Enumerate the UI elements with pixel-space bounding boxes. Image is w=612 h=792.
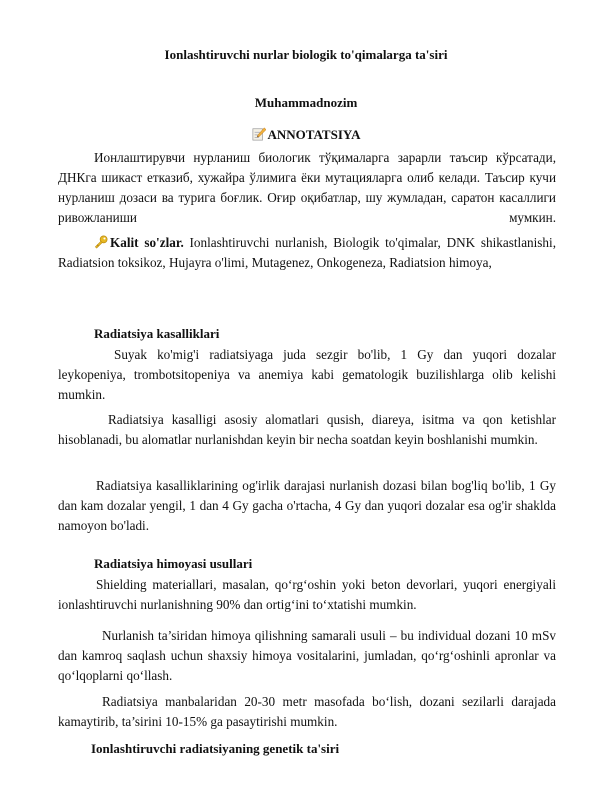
annotation-heading: ANNOTATSIYA [267,127,361,142]
section-heading-radiation-protection: Radiatsiya himoyasi usullari [94,556,253,571]
key-icon [94,235,108,249]
annotation-heading-row [0,127,612,143]
keywords-paragraph [58,233,556,273]
document-title: Ionlashtiruvchi nurlar biologik to'qimalarga ta'siri [164,47,448,62]
section2-paragraph-2: Nurlanish ta’siridan himoya qilishning samarali usuli – bu individual dozani 10 mSv dan kamroq saqlash uchun shaxsiy himoya vositalarini, jumladan, qo‘rg‘oshinli apronlar va qo‘lqoplarni qo‘llash. [58,628,556,683]
section2-paragraph-1: Shielding materiallari, masalan, qo‘rg‘oshin yoki beton devorlari, yuqori energiyali ionlashtiruvchi nurlanishning 90% dan ortig‘ini to‘xtatishi mumkin. [58,577,556,612]
section-heading-genetic-effects: Ionlashtiruvchi radiatsiyaning genetik ta'siri [91,741,340,756]
memo-pencil-icon [252,127,266,141]
section1-paragraph-1: Suyak ko'mig'i radiatsiyaga juda sezgir bo'lib, 1 Gy dan yuqori dozalar leykopeniya, trombotsitopeniya va anemiya kabi gematologik buzilishlarga olib kelishi mumkin. [58,347,556,402]
keywords-label: Kalit so'zlar. [110,235,184,250]
author-name: Muhammadnozim [254,95,358,110]
section-heading-radiation-diseases: Radiatsiya kasalliklari [94,326,220,341]
section1-paragraph-2: Radiatsiya kasalligi asosiy alomatlari qusish, diareya, isitma va qon ketishlar hisoblanadi, bu alomatlar nurlanishdan keyin bir necha soatdan keyin boshlanishi mumkin. [58,412,556,447]
annotation-text: Ионлаштирувчи нурланиш биологик тўқималарга зарарли таъсир кўрсатади, ДНКга шикаст етказиб, хужайра ўлимига ёки мутацияларга олиб келади. Таъсир кучи нурланиш дозаси ва турига боғлик. Оғир оқибатлар, шу жумладан, саратон касаллиги ривожланиши мумкин. [58,150,556,225]
keywords-text: Ionlashtiruvchi nurlanish, Biologik to'qimalar, DNK shikastlanishi, Radiatsion toksikoz, Hujayra o'limi, Mutagenez, Onkogeneza, Radiatsion himoya, [58,235,556,270]
section1-paragraph-3: Radiatsiya kasalliklarining og'irlik darajasi nurlanish dozasi bilan bog'liq bo'lib, 1 Gy dan kam dozalar yengil, 1 dan 4 Gy gacha o'rtacha, 4 Gy dan yuqori dozalar esa og'ir shaklda namoyon bo'ladi. [58,478,556,533]
section2-paragraph-3: Radiatsiya manbalaridan 20-30 metr masofada bo‘lish, dozani sezilarli darajada kamaytirib, ta’sirini 10-15% ga pasaytirishi mumkin. [58,694,556,729]
